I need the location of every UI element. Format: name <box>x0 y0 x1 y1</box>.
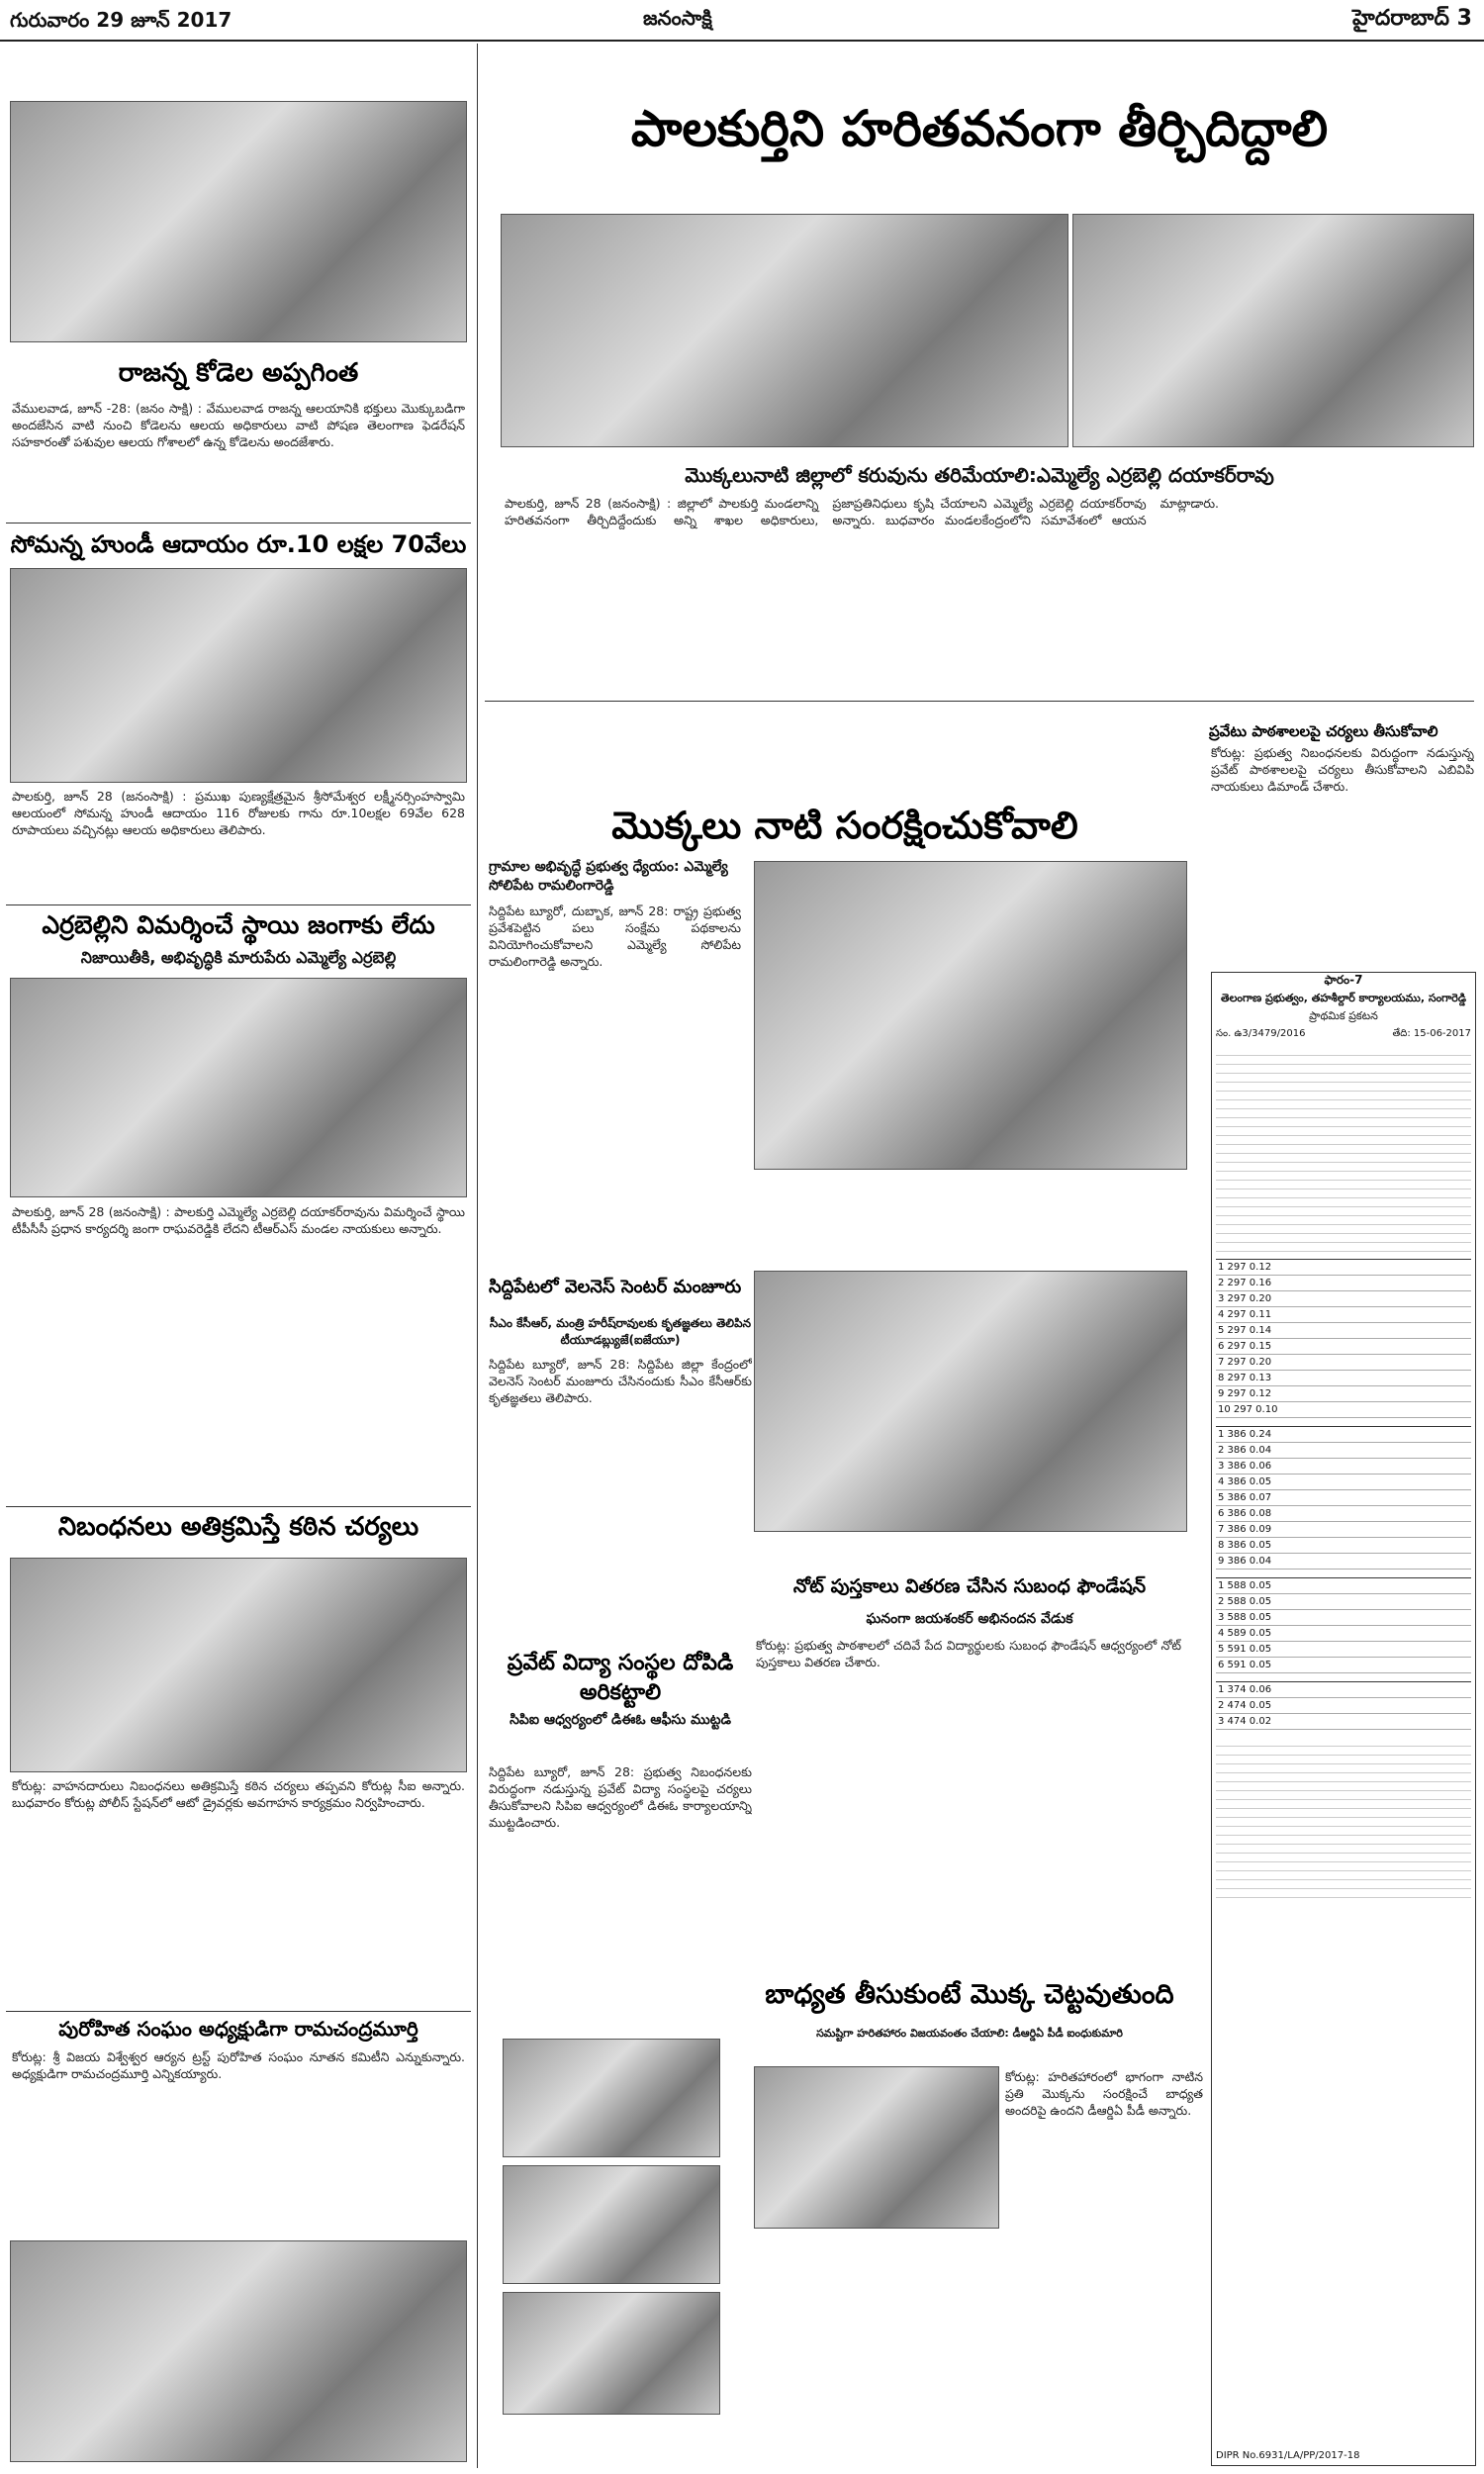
subhead-mokka: సమష్టిగా హరితహారం విజయవంతం చేయాలి: డీఆర్డిఏ పీడీ ఐంధుకుమారి <box>816 2027 1123 2040</box>
body-nibandhanalu: కోరుట్ల: వాహనదారులు నిబంధనలు అతిక్రమిస్తే కఠిన చర్యలు తప్పవని కోరుట్ల సీఐ అన్నారు. బుధవారం కోరుట్ల పోలీస్ స్టేషన్‌లో ఆటో డ్రైవర్లకు అవగాహన కార్యక్రమం నిర్వహించారు. <box>12 1778 465 1810</box>
headline-nibandhanalu: నిబంధనలు అతిక్రమిస్తే కఠిన చర్యలు <box>57 1512 419 1542</box>
headline-note-books: నోట్ పుస్తకాలు వితరణ చేసిన సుబంధ ఫౌండేషన్ <box>792 1575 1147 1597</box>
photo-purohita <box>10 2240 467 2462</box>
ad-row: 4 386 0.05 <box>1216 1475 1471 1490</box>
column-divider <box>477 44 478 2468</box>
ad-row: 9 297 0.12 <box>1216 1386 1471 1402</box>
ad-row: 7 297 0.20 <box>1216 1355 1471 1371</box>
ad-dipr-number: DIPR No.6931/LA/PP/2017-18 <box>1216 2450 1360 2461</box>
photo-traffic <box>10 1558 467 1772</box>
ad-row: 5 591 0.05 <box>1216 1642 1471 1658</box>
ad-row: 7 386 0.09 <box>1216 1522 1471 1538</box>
divider <box>485 701 1474 702</box>
ad-row: 1 386 0.24 <box>1216 1427 1471 1443</box>
ad-row: 6 591 0.05 <box>1216 1658 1471 1673</box>
ad-ref: సం. ఉ3/3479/2016 <box>1216 1028 1306 1039</box>
photo-main-stage <box>501 214 1068 447</box>
ad-closing-text <box>1216 1738 1471 1906</box>
page-city: హైదరాబాద్ 3 <box>1352 6 1472 31</box>
ad-row: 8 297 0.13 <box>1216 1371 1471 1386</box>
ad-table-3 <box>1216 1577 1471 1673</box>
body-note-books: కోరుట్ల: ప్రభుత్వ పాఠశాలలో చదివే పేద విద్యార్థులకు సుబంధ ఫౌండేషన్ ఆధ్వర్యంలో నోట్ పుస్తకాలు వితరణ చేశారు. <box>756 1638 1181 1669</box>
divider <box>6 2011 471 2012</box>
ad-row: 1 374 0.06 <box>1216 1682 1471 1698</box>
ad-office: తెలంగాణ ప్రభుత్వం, తహశీల్దార్ కార్యాలయము, సంగారెడ్డి <box>1221 992 1466 1004</box>
ad-notice-text <box>1216 1047 1471 1255</box>
ad-row: 5 297 0.14 <box>1216 1323 1471 1339</box>
photo-mokka <box>754 2066 999 2229</box>
ad-row: 2 386 0.04 <box>1216 1443 1471 1459</box>
body-private-schools: సిద్దిపేట బ్యూరో, జూన్ 28: ప్రభుత్వ నిబంధనలకు విరుద్ధంగా నడుస్తున్న ప్రవేట్ విద్యా సంస్థలపై చర్యలు తీసుకోవాలని సిపిఐ ఆధ్వర్యంలో డిఈఓ కార్యాలయాన్ని ముట్టడించారు. <box>489 1764 752 1830</box>
ad-row: 2 474 0.05 <box>1216 1698 1471 1714</box>
ad-table-4 <box>1216 1681 1471 1730</box>
ad-row: 3 297 0.20 <box>1216 1291 1471 1307</box>
mid-body: సిద్దిపేట బ్యూరో, దుబ్బాక, జూన్ 28: రాష్ట్ర ప్రభుత్వ ప్రవేశపెట్టిన పలు సంక్షేమ పథకాలను వినియోగించుకోవాలని ఎమ్మెల్యే సోలిపేట రామలింగారెడ్డి అన్నారు. <box>489 904 741 969</box>
photo-note-books <box>754 1271 1187 1532</box>
ad-row: 8 386 0.05 <box>1216 1538 1471 1554</box>
ad-row: 6 386 0.08 <box>1216 1506 1471 1522</box>
photo-deo-office-2 <box>503 2165 720 2284</box>
main-caption: మొక్కలునాటి జిల్లాలో కరువును తరిమేయాలి:ఎమ్మెల్యే ఎర్రబెల్లి దయాకర్‌రావు <box>685 463 1274 487</box>
headline-errabelli: ఎర్రబెల్లిని విమర్శించే స్థాయి జంగాకు లేదు <box>42 910 435 939</box>
body-mokka: కోరుట్ల: హరితహారంలో భాగంగా నాటిన ప్రతి మొక్కను సంరక్షించే బాధ్యత అందరిపై ఉందని డీఆర్డిఏ పీడీ అన్నారు. <box>1005 2069 1203 2118</box>
ad-table-1 <box>1216 1259 1471 1418</box>
mid-subhead: గ్రామాల అభివృద్ధే ప్రభుత్వ ధ్యేయం: ఎమ్మెల్యే సోలిపేట రామలింగారెడ్డి <box>489 859 728 894</box>
body-wellness: సిద్దిపేట బ్యూరో, జూన్ 28: సిద్దిపేట జిల్లా కేంద్రంలో వెలనెస్ సెంటర్ మంజూరు చేసినందుకు సీఎం కేసీఆర్‌కు కృతజ్ఞతలు తెలిపారు. <box>489 1357 752 1405</box>
subhead-wellness: సీఎం కేసీఆర్, మంత్రి హరీష్‌రావులకు కృతజ్ఞతలు తెలిపిన టీయూడబ్ల్యుజే(ఐజేయూ) <box>489 1316 752 1347</box>
photo-main-crowd <box>1072 214 1474 447</box>
photo-errabelli <box>10 978 467 1197</box>
ad-title: ఫారం-7 <box>1324 973 1363 987</box>
body-errabelli: పాలకుర్తి, జూన్ 28 (జనంసాక్షి) : పాలకుర్తి ఎమ్మెల్యే ఎర్రబెల్లి దయాకర్‌రావును విమర్శించే స్థాయి టీపీసీసీ ప్రధాన కార్యదర్శి జంగా రాఘవరెడ్డికి లేదని టీఆర్ఎస్ మండల నాయకులు అన్నారు. <box>12 1204 465 1236</box>
headline-wellness: సిద్దిపేటలో వెలనెస్ సెంటర్ మంజూరు <box>489 1277 742 1297</box>
ad-row: 1 588 0.05 <box>1216 1578 1471 1594</box>
masthead <box>0 0 1484 42</box>
headline-purohita: పురోహిత సంఘం అధ్యక్షుడిగా రామచంద్రమూర్తి <box>58 2017 418 2041</box>
headline-kodela: రాజన్న కోడెల అప్పగింత <box>118 358 359 388</box>
divider <box>6 1506 471 1507</box>
ad-row: 2 297 0.16 <box>1216 1276 1471 1291</box>
ad-table-2 <box>1216 1426 1471 1570</box>
left-column <box>6 44 471 2464</box>
mid-headline: మొక్కలు నాటి సంరక్షించుకోవాలి <box>611 804 1078 847</box>
photo-deo-office-3 <box>503 2292 720 2415</box>
photo-hundi <box>10 568 467 783</box>
photo-plantation <box>754 861 1187 1170</box>
headline-private-schools: ప్రవేట్ విద్యా సంస్థల దోపిడి అరికట్టాలి <box>507 1651 734 1705</box>
legal-notice-ad <box>1211 972 1476 2466</box>
body-private-school-action: కోరుట్ల: ప్రభుత్వ నిబంధనలకు విరుద్ధంగా నడుస్తున్న ప్రవేట్ పాఠశాలలపై చర్యలు తీసుకోవాలని ఎబివిపి నాయకులు డిమాండ్ చేశారు. <box>1211 745 1474 794</box>
ad-row: 3 386 0.06 <box>1216 1459 1471 1475</box>
ad-date: తేది: 15-06-2017 <box>1392 1028 1471 1039</box>
ad-row: 3 588 0.05 <box>1216 1610 1471 1626</box>
ad-row: 5 386 0.07 <box>1216 1490 1471 1506</box>
main-body: పాలకుర్తి, జూన్ 28 (జనంసాక్షి) : జిల్లాలో పాలకుర్తి మండలాన్ని హరితవనంగా తీర్చిదిద్దేందుకు అన్ని శాఖల అధికారులు, ప్రజాప్రతినిధులు కృషి చేయాలని ఎమ్మెల్యే ఎర్రబెల్లి దయాకర్‌రావు అన్నారు. బుధవారం మండలకేంద్రంలోని సమావేశంలో ఆయన మాట్లాడారు. <box>505 496 1220 527</box>
divider <box>6 904 471 905</box>
body-purohita: కోరుట్ల: శ్రీ విజయ విశ్వేశ్వర ఆర్యన ట్రస్ట్ పురోహిత సంఘం నూతన కమిటీని ఎన్నుకున్నారు. అధ్యక్షుడిగా రామచంద్రమూర్తి ఎన్నికయ్యారు. <box>12 2049 465 2081</box>
ad-row: 2 588 0.05 <box>1216 1594 1471 1610</box>
ad-row: 10 297 0.10 <box>1216 1402 1471 1418</box>
photo-deo-office-1 <box>503 2039 720 2157</box>
ad-row: 1 297 0.12 <box>1216 1260 1471 1276</box>
body-kodela: వేములవాడ, జూన్ -28: (జనం సాక్షి) : వేములవాడ రాజన్న ఆలయానికి భక్తులు మొక్కుబడిగా అందజేసిన వాటి నుంచి కోడెలను ఆలయ అధికారులు వాటి పోషణ తెలంగాణ ఫెడరేషన్ సహకారంతో పశువుల ఆలయ గోశాలలో ఉన్న కోడెలను అందజేశారు. <box>12 401 465 449</box>
photo-kodela <box>10 101 467 342</box>
ad-row: 6 297 0.15 <box>1216 1339 1471 1355</box>
main-headline: పాలకుర్తిని హరితవనంగా తీర్చిదిద్దాలి <box>630 100 1329 157</box>
ad-row: 3 474 0.02 <box>1216 1714 1471 1730</box>
edition-date: గురువారం 29 జూన్ 2017 <box>10 8 232 32</box>
headline-mokka: బాధ్యత తీసుకుంటే మొక్క చెట్టవుతుంది <box>765 1979 1174 2010</box>
ad-subtitle: ప్రాథమిక ప్రకటన <box>1309 1009 1378 1022</box>
headline-hundi: సోమన్న హుండీ ఆదాయం రూ.10 లక్షల 70వేలు <box>10 530 467 558</box>
ad-row: 4 297 0.11 <box>1216 1307 1471 1323</box>
subhead-note-books: ఘనంగా జయశంకర్ అభినందన వేడుక <box>866 1611 1073 1627</box>
body-hundi: పాలకుర్తి, జూన్ 28 (జనంసాక్షి) : ప్రముఖ పుణ్యక్షేత్రమైన శ్రీసోమేశ్వర లక్ష్మీనర్సింహస్వామి ఆలయంలో సోమన్న హుండీ ఆదాయం 116 రోజులకు గాను రూ.10లక్షల 69వేల 628 రూపాయలు వచ్చినట్లు ఆలయ అధికారులు తెలిపారు. <box>12 789 465 837</box>
subhead-private-schools: సిపిఐ ఆధ్వర్యంలో డిఈఓ ఆఫీసు ముట్టడి <box>510 1712 731 1728</box>
headline-private-school-action: ప్రవేటు పాఠశాలలపై చర్యలు తీసుకోవాలి <box>1209 722 1438 740</box>
newspaper-logo: జనంసాక్షి <box>643 6 712 30</box>
ad-row: 4 589 0.05 <box>1216 1626 1471 1642</box>
subhead-errabelli: నిజాయితీకి, అభివృద్ధికి మారుపేరు ఎమ్మెల్యే ఎర్రబెల్లి <box>80 948 397 967</box>
ad-row: 9 386 0.04 <box>1216 1554 1471 1570</box>
